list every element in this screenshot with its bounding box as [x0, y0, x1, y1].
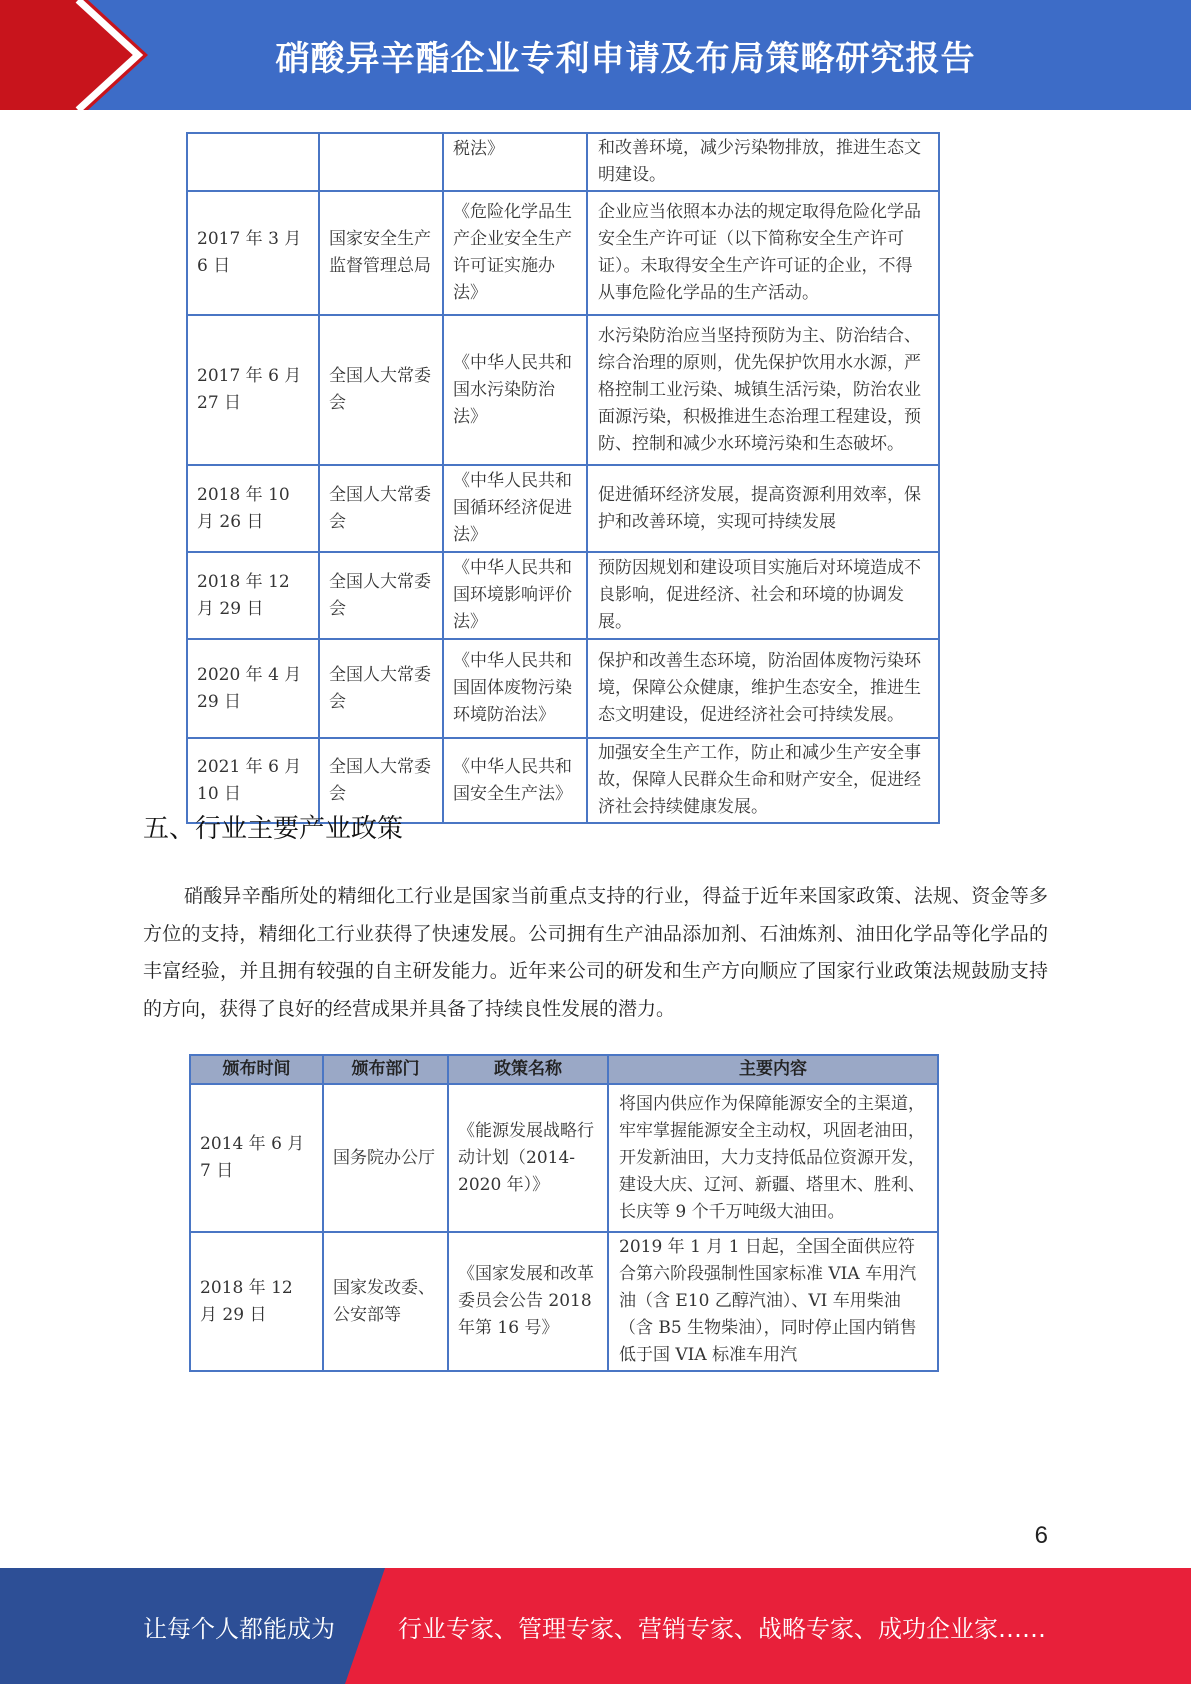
law-name-cell: 《中华人民共和国安全生产法》: [443, 738, 587, 823]
page-footer: [0, 1568, 1191, 1684]
dept-cell: 全国人大常委会: [319, 738, 443, 823]
date-cell: 2017 年 3 月 6 日: [187, 191, 319, 315]
date-cell: 2020 年 4 月 29 日: [187, 639, 319, 738]
dept-cell: 国家安全生产监督管理总局: [319, 191, 443, 315]
section-paragraph: 硝酸异辛酯所处的精细化工行业是国家当前重点支持的行业，得益于近年来国家政策、法规、资金等多方位的支持，精细化工行业获得了快速发展。公司拥有生产油品添加剂、石油炼剂、油田化学品等化学品的丰富经验，并且拥有较强的自主研发能力。近年来公司的研发和生产方向顺应了国家行业政策法规鼓励支持的方向，获得了良好的经营成果并具备了持续良性发展的潜力。: [143, 885, 1048, 1020]
footer-slogan-left: 让每个人都能成为: [143, 1614, 335, 1643]
page-number: 6: [1034, 1522, 1048, 1549]
table-row: [190, 1232, 938, 1371]
content-cell: 保护和改善生态环境，防治固体废物污染环境，保障公众健康，维护生态安全，推进生态文明建设，促进经济社会可持续发展。: [587, 639, 939, 738]
date-cell: 2021 年 6 月 10 日: [187, 738, 319, 823]
content-cell: 和改善环境，减少污染物排放，推进生态文明建设。: [587, 133, 939, 191]
content-cell: 水污染防治应当坚持预防为主、防治结合、综合治理的原则，优先保护饮用水水源，严格控制工业污染、城镇生活污染，防治农业面源污染，积极推进生态治理工程建设，预防、控制和减少水环境污染和生态破坏。: [587, 315, 939, 465]
table-row: [187, 639, 939, 738]
law-name-cell: 《中华人民共和国环境影响评价法》: [443, 552, 587, 639]
table-row: [187, 552, 939, 639]
table-header-row: [190, 1055, 938, 1084]
footer-slogan-right: 行业专家、管理专家、营销专家、战略专家、成功企业家……: [398, 1614, 1046, 1643]
dept-cell: 国家发改委、公安部等: [323, 1232, 448, 1371]
policy-name-cell: 《能源发展战略行动计划（2014-2020 年）》: [448, 1084, 608, 1232]
column-header-dept: 颁布部门: [323, 1055, 448, 1084]
law-name-cell: 税法》: [443, 133, 587, 191]
date-cell: 2018 年 12 月 29 日: [190, 1232, 323, 1371]
dept-cell: 国务院办公厅: [323, 1084, 448, 1232]
section-heading: 五、行业主要产业政策: [143, 814, 404, 844]
content-cell: 企业应当依照本办法的规定取得危险化学品安全生产许可证（以下简称安全生产许可证）。未取得安全生产许可证的企业，不得从事危险化学品的生产活动。: [587, 191, 939, 315]
table-row: [187, 465, 939, 552]
report-title: 硝酸异辛酯企业专利申请及布局策略研究报告: [275, 38, 976, 79]
regulations-table: [186, 132, 940, 824]
date-cell: 2018 年 10 月 26 日: [187, 465, 319, 552]
date-cell: [187, 133, 319, 191]
table-row: [187, 133, 939, 191]
page-header: [0, 0, 1191, 110]
dept-cell: 全国人大常委会: [319, 552, 443, 639]
table-row: [190, 1084, 938, 1232]
dept-cell: [319, 133, 443, 191]
industry-policy-table: [189, 1054, 939, 1372]
date-cell: 2017 年 6 月 27 日: [187, 315, 319, 465]
dept-cell: 全国人大常委会: [319, 465, 443, 552]
law-name-cell: 《中华人民共和国水污染防治法》: [443, 315, 587, 465]
dept-cell: 全国人大常委会: [319, 315, 443, 465]
law-name-cell: 《中华人民共和国固体废物污染环境防治法》: [443, 639, 587, 738]
content-cell: 预防因规划和建设项目实施后对环境造成不良影响，促进经济、社会和环境的协调发展。: [587, 552, 939, 639]
table-row: [187, 191, 939, 315]
content-cell: 促进循环经济发展，提高资源利用效率，保护和改善环境，实现可持续发展: [587, 465, 939, 552]
date-cell: 2014 年 6 月 7 日: [190, 1084, 323, 1232]
column-header-date: 颁布时间: [190, 1055, 323, 1084]
content-cell: 2019 年 1 月 1 日起，全国全面供应符合第六阶段强制性国家标准 VIA 车用汽油（含 E10 乙醇汽油）、VI 车用柴油（含 B5 生物柴油），同时停止国内销售低于国 VIA 标准车用汽: [608, 1232, 938, 1371]
policy-name-cell: 《国家发展和改革委员会公告 2018 年第 16 号》: [448, 1232, 608, 1371]
table-row: [187, 315, 939, 465]
dept-cell: 全国人大常委会: [319, 639, 443, 738]
law-name-cell: 《中华人民共和国循环经济促进法》: [443, 465, 587, 552]
date-cell: 2018 年 12 月 29 日: [187, 552, 319, 639]
column-header-content: 主要内容: [608, 1055, 938, 1084]
content-cell: 将国内供应作为保障能源安全的主渠道，牢牢掌握能源安全主动权，巩固老油田，开发新油田，大力支持低品位资源开发，建设大庆、辽河、新疆、塔里木、胜利、长庆等 9 个千万吨级大油田。: [608, 1084, 938, 1232]
column-header-policy: 政策名称: [448, 1055, 608, 1084]
law-name-cell: 《危险化学品生产企业安全生产许可证实施办法》: [443, 191, 587, 315]
content-cell: 加强安全生产工作，防止和减少生产安全事故，保障人民群众生命和财产安全，促进经济社会持续健康发展。: [587, 738, 939, 823]
